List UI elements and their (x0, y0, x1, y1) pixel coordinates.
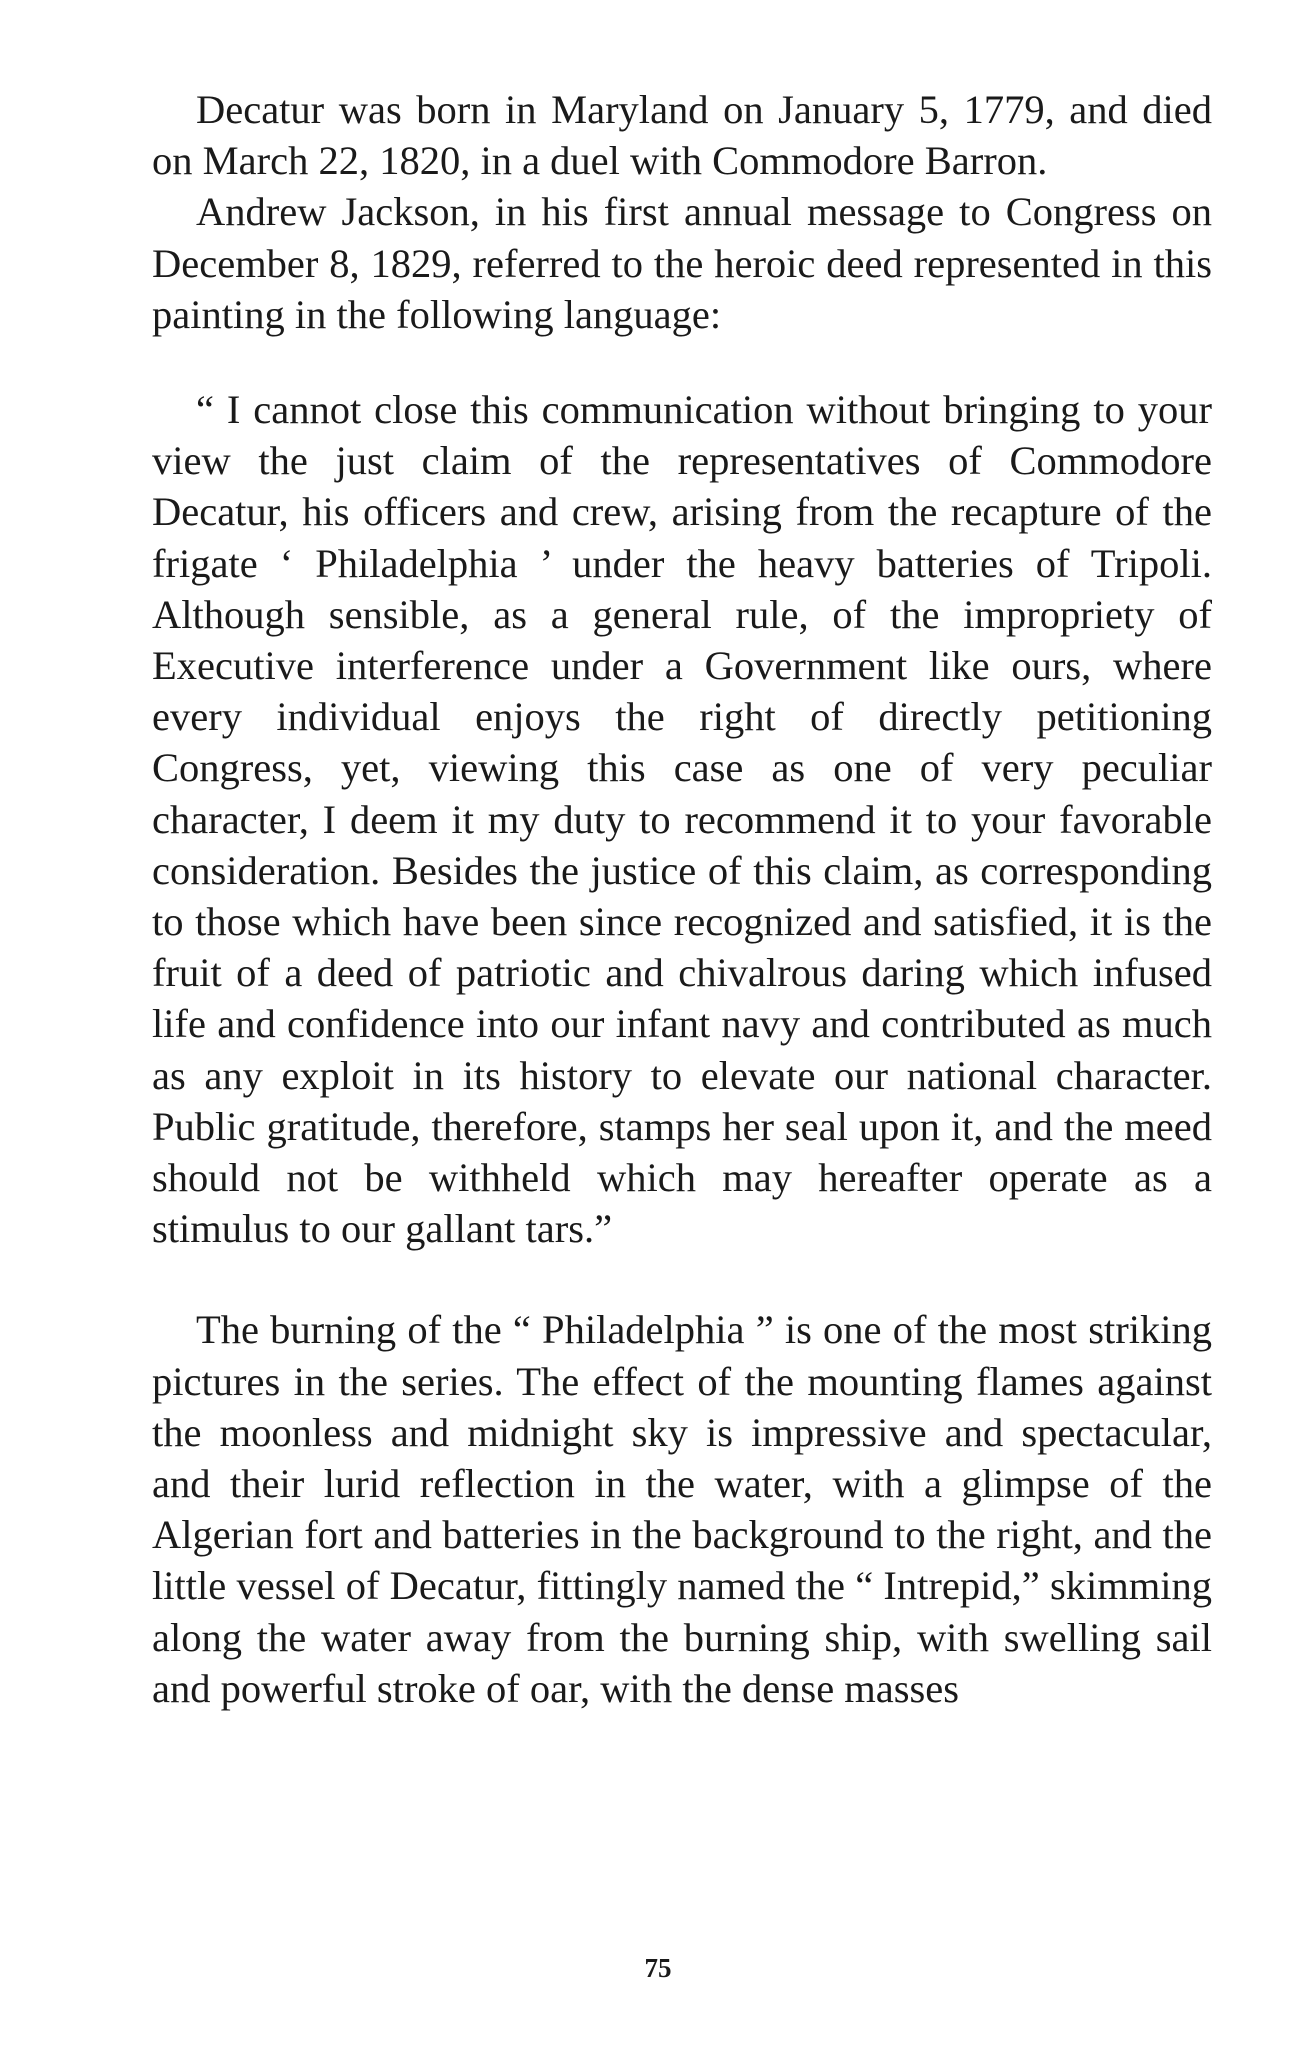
paragraph-decatur-birth: Decatur was born in Maryland on January 5, 1779, and died on March 22, 1820, in a duel with Commodore Barron. (152, 87, 1212, 184)
page-body (152, 84, 1212, 1714)
paragraph-burning-philadelphia: The burning of the “ Philadelphia ” is one of the most striking pictures in the series. The effect of the mounting flames against the moonless and midnight sky is impressive and spectacular, and their lurid reflection in the water, with a glimpse of the Algerian fort and batteries in the background to the right, and the little vessel of Decatur, fittingly named the “ Intrepid,” skimming along the water away from the burning ship, with swelling sail and powerful stroke of oar, with the dense masses (152, 1307, 1212, 1711)
paragraph-jackson-quote: “ I cannot close this communication without bringing to your view the just claim of the representatives of Commodore Decatur, his officers and crew, arising from the recapture of the frigate ‘ Philadelphia ’ under the heavy batteries of Tripoli. Although sensible, as a general rule, of the impropriety of Executive interference under a Government like ours, where every individual enjoys the right of directly petitioning Congress, yet, viewing this case as one of very peculiar character, I deem it my duty to recommend it to your favorable consideration. Besides the justice of this claim, as corresponding to those which have been since recognized and satisfied, it is the fruit of a deed of patriotic and chivalrous daring which infused life and confidence into our infant navy and contributed as much as any exploit in its history to elevate our national character. Public gratitude, therefore, stamps her seal upon it, and the meed should not be withheld which may hereafter operate as a stimulus to our gallant tars.” (152, 387, 1212, 1252)
page-number: 75 (644, 1953, 672, 1983)
paragraph-jackson-message: Andrew Jackson, in his first annual message to Congress on December 8, 1829, referred to the heroic deed represented in this painting in the following language: (152, 189, 1212, 337)
